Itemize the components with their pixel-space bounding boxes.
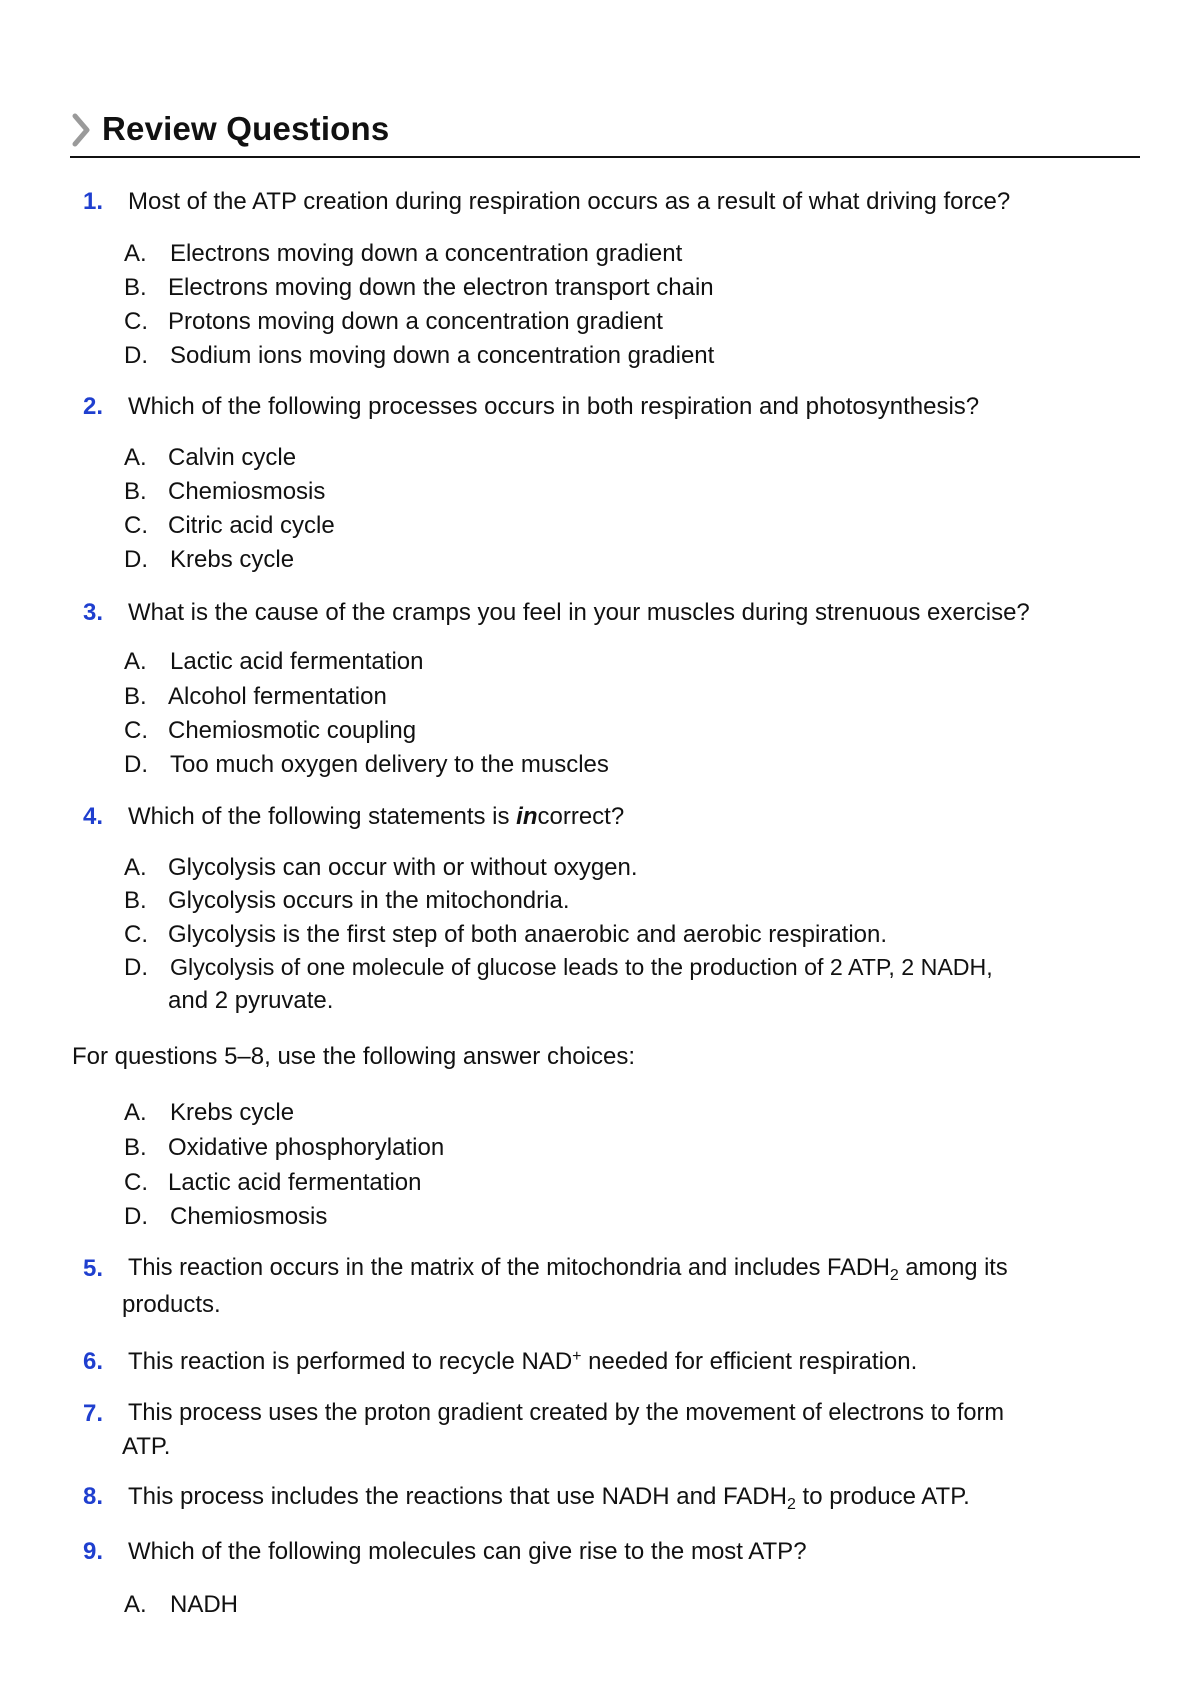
option-letter: D. bbox=[124, 1203, 148, 1230]
option-letter: C. bbox=[124, 512, 148, 539]
question-text-continued: ATP. bbox=[122, 1433, 171, 1460]
question-text bbox=[128, 800, 624, 833]
option-text: Glycolysis of one molecule of glucose leads to the production of 2 ATP, 2 NADH, bbox=[170, 954, 993, 980]
option-text: Electrons moving down the electron transport chain bbox=[168, 274, 714, 301]
option-text: Glycolysis occurs in the mitochondria. bbox=[168, 887, 570, 914]
question-text bbox=[128, 1480, 970, 1513]
group-intro: For questions 5–8, use the following answer choices: bbox=[72, 1043, 635, 1070]
option-letter: B. bbox=[124, 1134, 147, 1161]
question-text-part: This reaction occurs in the matrix of the mitochondria and includes FADH bbox=[128, 1255, 890, 1281]
option-text: Electrons moving down a concentration gradient bbox=[170, 240, 683, 267]
option-text: Krebs cycle bbox=[170, 1099, 295, 1126]
question-number: 3. bbox=[83, 599, 104, 626]
question-text: Which of the following processes occurs in both respiration and photosynthesis? bbox=[128, 393, 980, 420]
option-letter: C. bbox=[124, 1169, 148, 1196]
question-number: 9. bbox=[83, 1538, 104, 1565]
question-text-part: needed for efficient respiration. bbox=[581, 1348, 918, 1375]
section-header bbox=[70, 108, 1140, 158]
subscript: 2 bbox=[786, 1496, 796, 1513]
option-text: NADH bbox=[170, 1591, 239, 1618]
question-text: This process uses the proton gradient created by the movement of electrons to form bbox=[128, 1400, 1005, 1426]
question-text: Which of the following molecules can give rise to the most ATP? bbox=[128, 1538, 807, 1565]
option-text: Chemiosmotic coupling bbox=[168, 717, 417, 744]
question-number: 1. bbox=[83, 188, 104, 215]
option-letter: A. bbox=[124, 1099, 147, 1126]
chevron-right-icon bbox=[70, 110, 92, 150]
question-text bbox=[128, 1252, 1008, 1285]
option-text: Calvin cycle bbox=[168, 444, 297, 471]
question-text-part: Which of the following statements is bbox=[128, 803, 517, 830]
question-number: 6. bbox=[83, 1348, 104, 1375]
subscript: 2 bbox=[889, 1267, 899, 1284]
option-text: Lactic acid fermentation bbox=[170, 648, 424, 675]
question-text-part: to produce ATP. bbox=[795, 1483, 970, 1510]
question-number: 8. bbox=[83, 1483, 104, 1510]
option-letter: D. bbox=[124, 546, 148, 573]
emphasis-text: in bbox=[516, 803, 538, 830]
option-letter: D. bbox=[124, 751, 148, 778]
option-text: Chemiosmosis bbox=[170, 1203, 328, 1230]
question-text-part: This process includes the reactions that use NADH and FADH bbox=[128, 1483, 787, 1510]
question-number: 2. bbox=[83, 393, 104, 420]
option-text: Lactic acid fermentation bbox=[168, 1169, 422, 1196]
option-text: Krebs cycle bbox=[170, 546, 295, 573]
question-number: 5. bbox=[83, 1255, 104, 1282]
question-text-part: among its bbox=[898, 1255, 1008, 1281]
superscript: + bbox=[572, 1348, 582, 1365]
option-text: Chemiosmosis bbox=[168, 478, 326, 505]
option-letter: A. bbox=[124, 1591, 147, 1618]
option-text: Sodium ions moving down a concentration gradient bbox=[170, 342, 715, 369]
section-title: Review Questions bbox=[102, 110, 390, 147]
option-letter: A. bbox=[124, 854, 147, 881]
option-letter: C. bbox=[124, 308, 148, 335]
option-text: Alcohol fermentation bbox=[168, 683, 387, 710]
option-text-continued: and 2 pyruvate. bbox=[168, 987, 334, 1014]
option-text: Citric acid cycle bbox=[168, 512, 335, 539]
question-number: 4. bbox=[83, 803, 104, 830]
option-letter: B. bbox=[124, 887, 147, 914]
option-letter: C. bbox=[124, 921, 148, 948]
question-text: Most of the ATP creation during respiration occurs as a result of what driving force? bbox=[128, 188, 1011, 215]
option-letter: D. bbox=[124, 342, 148, 369]
question-text bbox=[128, 1345, 917, 1378]
option-text: Too much oxygen delivery to the muscles bbox=[170, 751, 609, 778]
question-text-part: This reaction is performed to recycle NAD bbox=[128, 1348, 573, 1375]
option-letter: D. bbox=[124, 954, 148, 981]
question-number: 7. bbox=[83, 1400, 104, 1427]
option-text: Glycolysis can occur with or without oxygen. bbox=[168, 854, 638, 881]
question-text-part: correct? bbox=[537, 803, 625, 830]
option-letter: A. bbox=[124, 444, 147, 471]
option-letter: B. bbox=[124, 478, 147, 505]
option-letter: B. bbox=[124, 683, 147, 710]
option-text: Oxidative phosphorylation bbox=[168, 1134, 445, 1161]
option-letter: A. bbox=[124, 240, 147, 267]
option-letter: A. bbox=[124, 648, 147, 675]
option-text: Protons moving down a concentration gradient bbox=[168, 308, 663, 335]
option-letter: B. bbox=[124, 274, 147, 301]
question-text: What is the cause of the cramps you feel in your muscles during strenuous exercise? bbox=[128, 599, 1030, 626]
question-text-continued: products. bbox=[122, 1291, 221, 1318]
option-text: Glycolysis is the first step of both anaerobic and aerobic respiration. bbox=[168, 921, 888, 948]
option-letter: C. bbox=[124, 717, 148, 744]
